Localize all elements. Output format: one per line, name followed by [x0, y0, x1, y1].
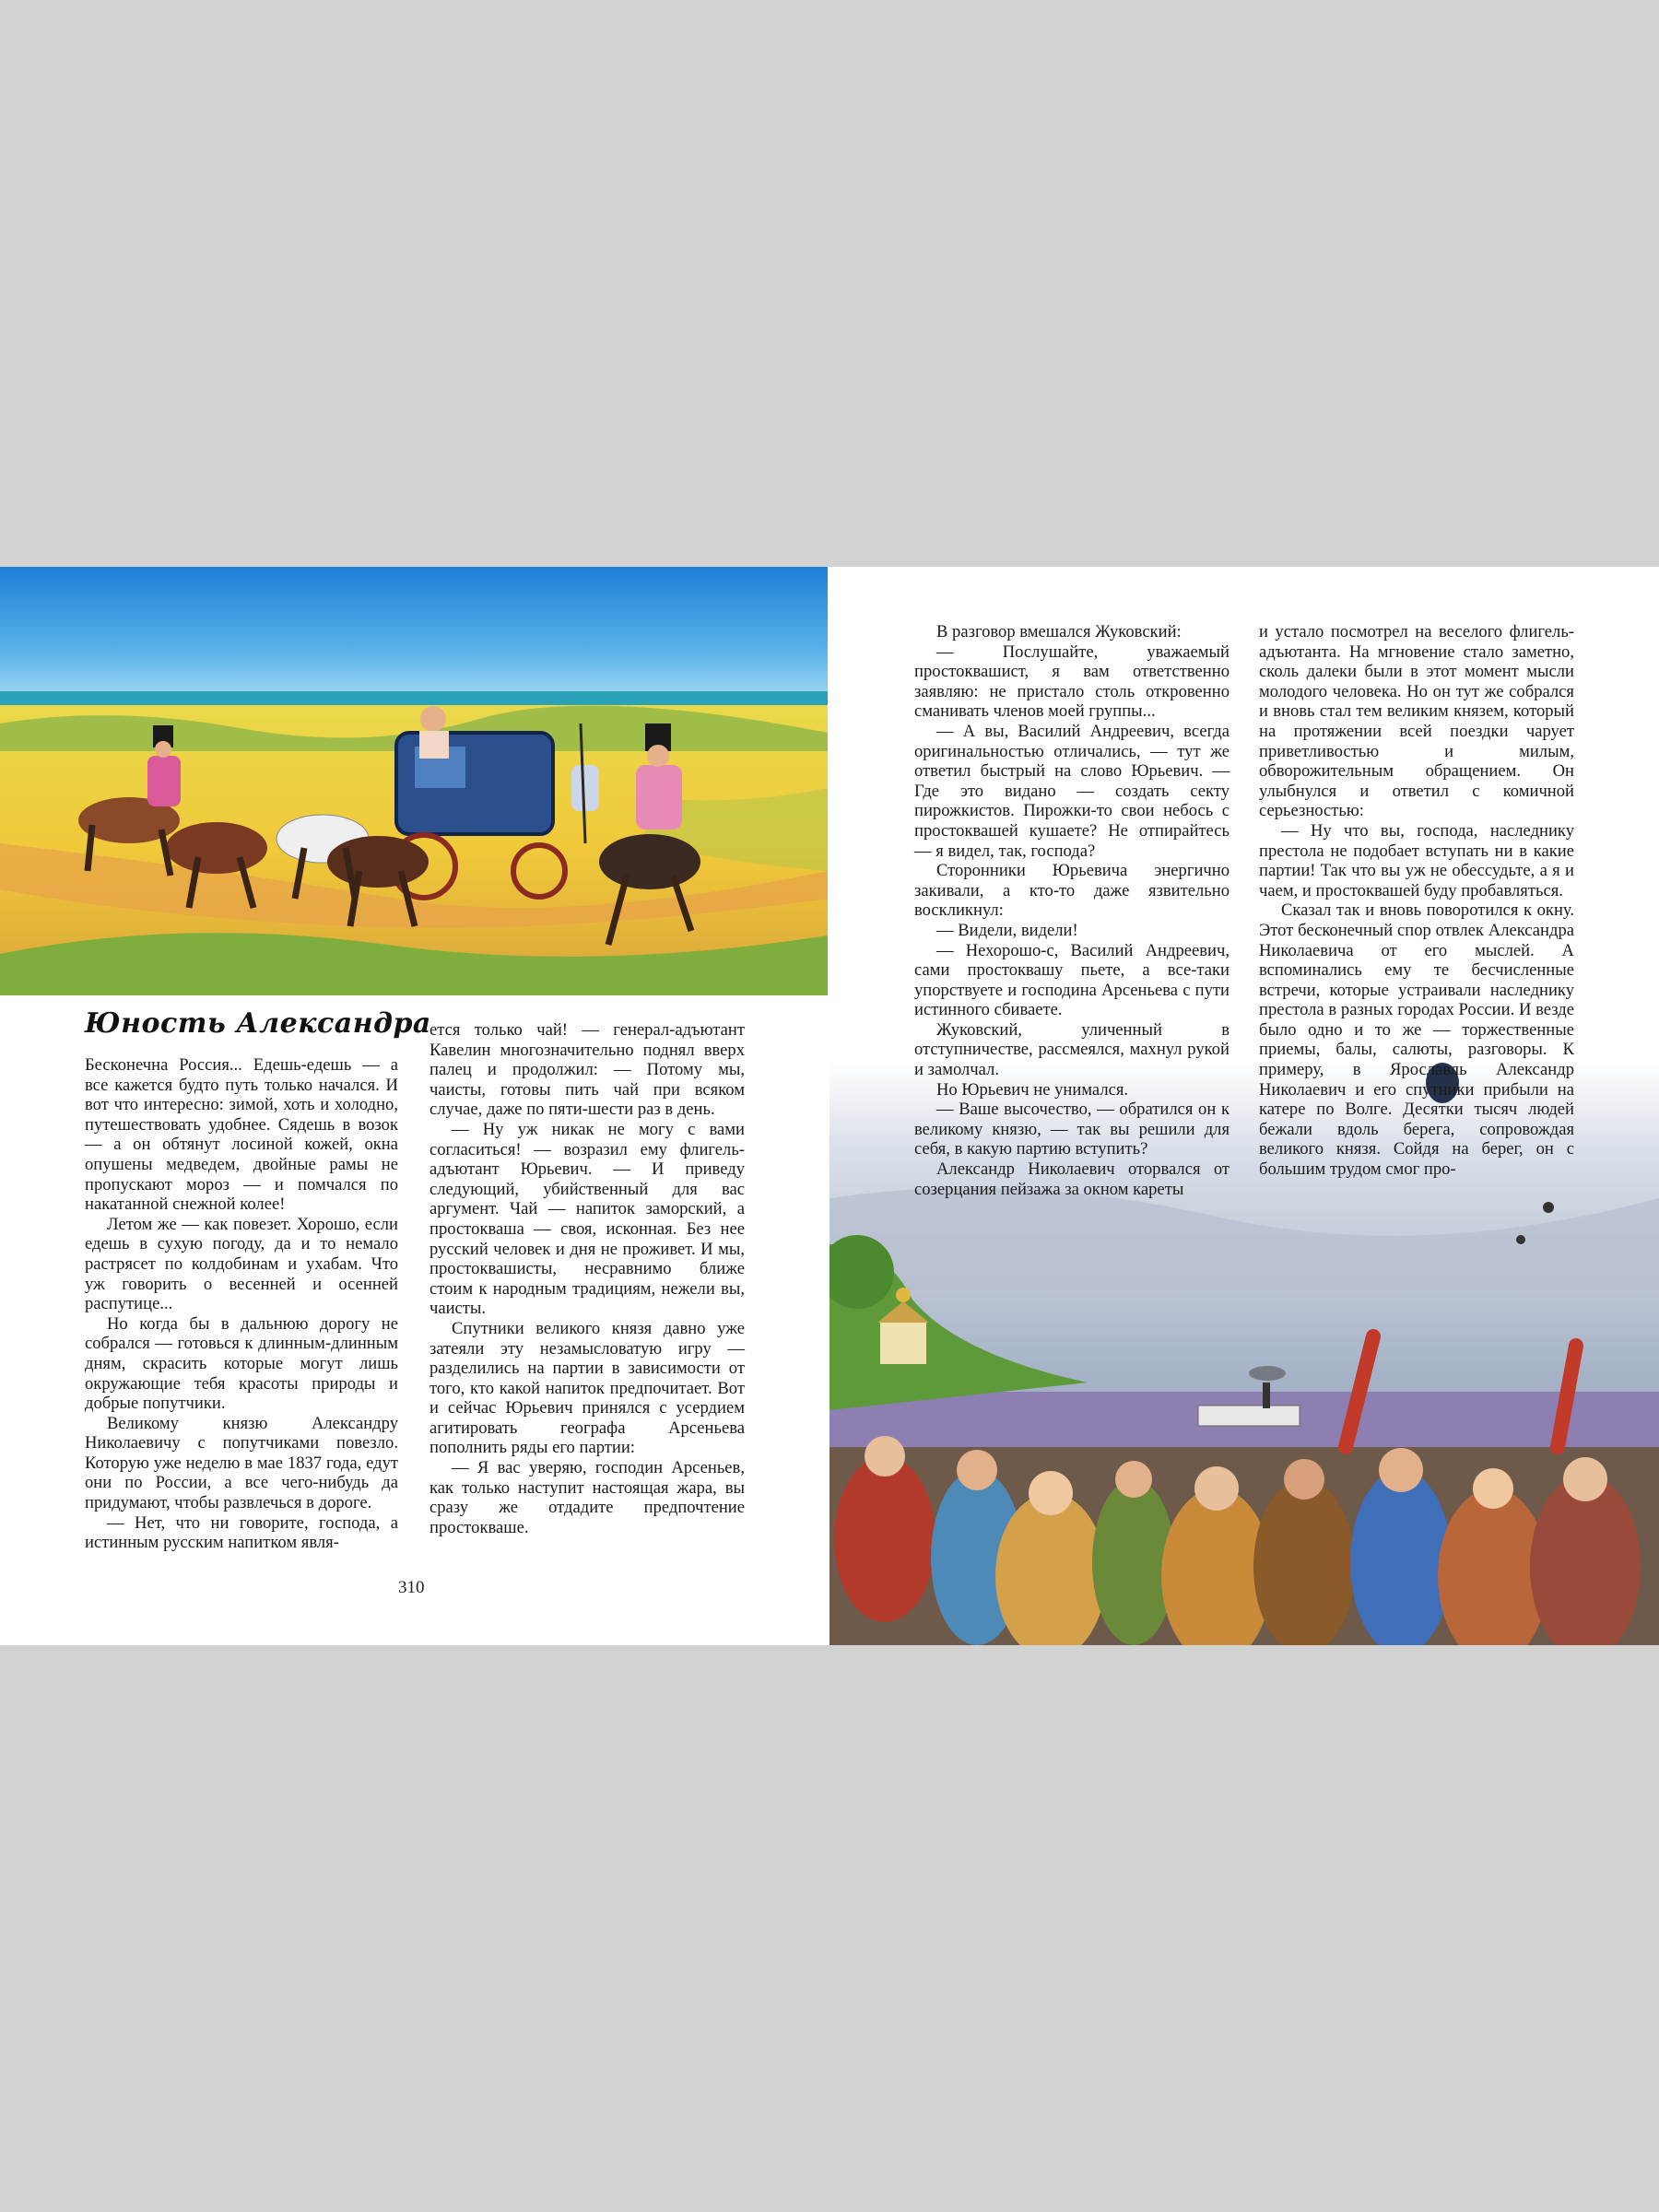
paragraph: Жуковский, уличенный в отступничестве, рассмеялся, махнул рукой и замолчал.: [914, 1019, 1230, 1080]
right-page: [830, 567, 1659, 1645]
paragraph: — Видели, видели!: [936, 920, 1078, 940]
paragraph: — А вы, Василий Андреевич, всегда оригинальностью отличались, — тут же ответил быстрый на слово Юрьевич. — Где это видано — создать секту пирожкистов. Пирожки-то свои небось с простоквашей кушаете? Не отпирайтесь — я видел, так, господа?: [914, 721, 1230, 861]
paragraph: — Нехорошо-с, Василий Андреевич, сами простоквашу пьете, а все-таки упорствуете и господина Арсеньева с пути истинного сбиваете.: [914, 940, 1230, 1020]
right-page-column-1: [914, 622, 1230, 1199]
paragraph: — Нет, что ни говорите, господа, а истинным русским напитком явля-: [85, 1512, 398, 1553]
paragraph: ется только чай! — генерал-адъютант Кавелин многозначительно поднял вверх палец и продолжил: — Потому мы, чаисты, готовы пить чай при всяком случае, даже по пяти-шести раз в день.: [429, 1020, 745, 1120]
right-page-column-2: [1259, 622, 1574, 1180]
left-page-column-1: [85, 1055, 398, 1553]
paragraph: Сказал так и вновь поворотился к окну. Этот бесконечный спор отвлек Александра Николаевича от его мыслей. А вспоминались ему те бесчисленные встречи, которые устраивали наследнику престола в разных городах России. И везде было одно и то же — торжественные приемы, балы, салюты, разговоры. К примеру, в Ярославль Александр Николаевич и его спутники прибыли на катере по Волге. Десятки тысяч людей бежали вдоль берега, сопровождая великого князя. Сойдя на берег, он с большим трудом смог про-: [1259, 900, 1574, 1180]
left-page-column-2: [429, 1020, 745, 1537]
book-spread: [0, 567, 1659, 1645]
paragraph: Сторонники Юрьевича энергично закивали, а кто-то даже язвительно воскликнул:: [914, 861, 1230, 921]
carriage-illustration: [0, 567, 828, 995]
paragraph: Летом же — как повезет. Хорошо, если едешь в сухую погоду, да и то немало растрясет по колдобинам и ухабам. Что уж говорить о весенней и осенней распутице...: [85, 1214, 398, 1314]
paragraph: — Я вас уверяю, господин Арсеньев, как только наступит настоящая жара, вы сразу же отдадите предпочтение простокваше.: [429, 1458, 745, 1537]
paragraph: и устало посмотрел на веселого флигель-адъютанта. На мгновение стало заметно, сколь далеки были в этот момент мысли молодого человека. Но он тут же собрался и вновь стал тем великим князем, который на протяжении всей поездки чарует приветливостью и милым, обворожительным обращением. Он улыбнулся и ответил с комичной серьезностью:: [1259, 622, 1574, 821]
paragraph: — Ваше высочество, — обратился он к великому князю, — так вы решили для себя, в какую партию вступить?: [914, 1100, 1230, 1159]
paragraph: Великому князю Александру Николаевичу с попутчиками повезло. Которую уже неделю в мае 1837 года, едут они по России, а все чего-нибудь да придумают, чтобы развлечься в дороге.: [85, 1413, 398, 1513]
chapter-title: Юность Александра: [85, 1007, 431, 1040]
paragraph: Александр Николаевич оторвался от созерцания пейзажа за окном кареты: [914, 1159, 1230, 1199]
paragraph: — Ну уж никак не могу с вами согласиться! — возразил ему флигель-адъютант Юрьевич. — И приведу следующий, убийственный для вас аргумент. Чай — напиток заморский, а простокваша — своя, исконная. Без нее русский человек и дня не проживет. И мы, простоквашисты, несравнимо ближе стоим к народным традициям, нежели вы, чаисты.: [429, 1119, 745, 1319]
left-page: [0, 567, 828, 1645]
paragraph: Бесконечна Россия... Едешь-едешь — а все кажется будто путь только начался. И вот что интересно: зимой, хоть и холодно, путешествовать удобнее. Сядешь в возок — а он обтянут лосиной кожей, окна опушены медведем, двойные рамы не пропускают мороз — и помчался по накатанной снежной колее!: [85, 1055, 398, 1215]
page-number: 310: [398, 1578, 425, 1597]
paragraph: Спутники великого князя давно уже затеяли эту незамысловатую игру — разделились на партии в зависимости от того, кто какой напиток предпочитает. Вот и сейчас Юрьевич принялся с усердием агитировать географа Арсеньева пополнить ряды его партии:: [429, 1318, 745, 1458]
paragraph: — Ну что вы, господа, наследнику престола не подобает вступать ни в какие партии! Так что вы уж не обессудьте, а я и чаем, и простоквашей буду пробавляться.: [1259, 820, 1574, 900]
paragraph: Но Юрьевич не унимался.: [936, 1079, 1129, 1100]
paragraph: — Послушайте, уважаемый простоквашист, я вам ответственно заявляю: не пристало столь откровенно сманивать членов моей группы...: [914, 641, 1230, 722]
paragraph: В разговор вмешался Жуковский:: [936, 622, 1182, 641]
paragraph: Но когда бы в дальнюю дорогу не собрался — готовься к длинным-длинным дням, скрасить которые могут лишь окружающие тебя красоты природы и добрые попутчики.: [85, 1313, 398, 1414]
